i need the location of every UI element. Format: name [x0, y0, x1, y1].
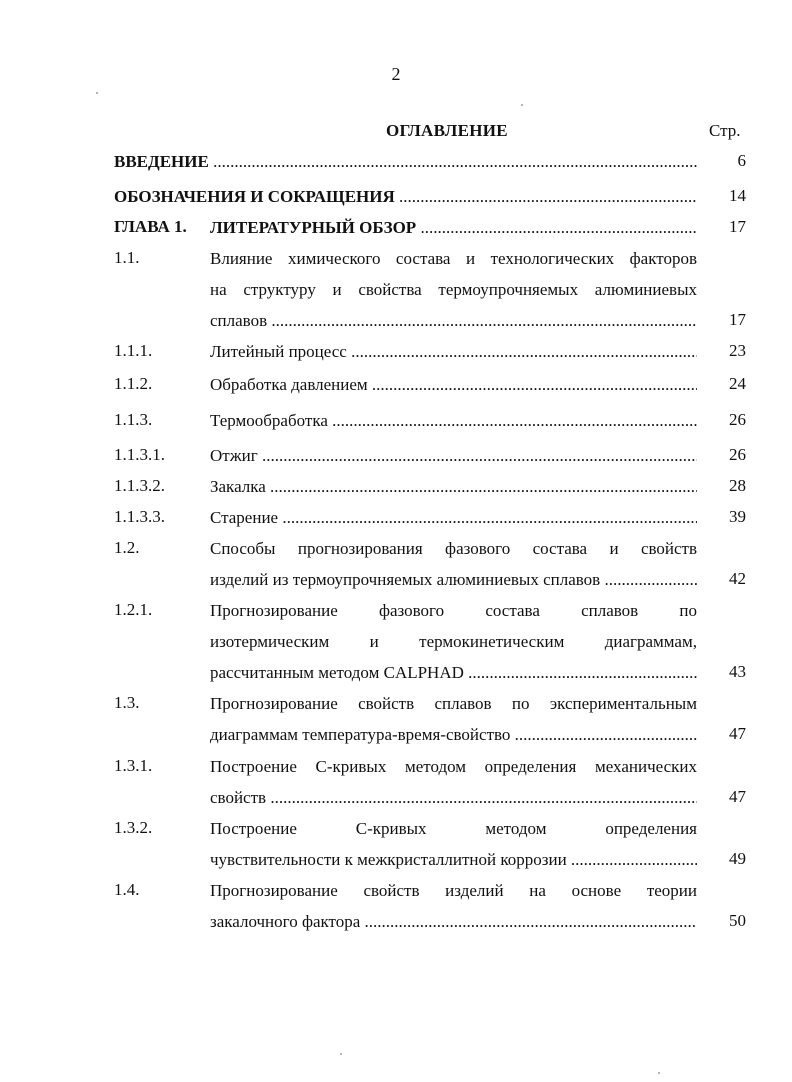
toc-entry-number: 1.1. [114, 248, 140, 267]
toc-entry-line: Прогнозирование свойств сплавов по экспериментальным [210, 694, 697, 713]
toc-entry-title: Термообработка ..... [210, 410, 697, 431]
toc-entry-number: 1.3.2. [114, 818, 153, 837]
toc-entry-line: сплавов ..... [210, 310, 697, 331]
toc-entry-title: Закалка ..... [210, 476, 697, 497]
toc-entry-line: Способы прогнозирования фазового состава и свойств [210, 539, 697, 558]
toc-entry-line: диаграммам температура-время-свойство ..... [210, 724, 697, 745]
toc-entry-number: 1.1.1. [114, 341, 153, 360]
toc-entry-number: 1.1.3.1. [114, 445, 165, 464]
toc-entry-line: Прогнозирование фазового состава сплавов по [210, 601, 697, 620]
toc-entry-title: ВВЕДЕНИЕ ..... [114, 151, 697, 172]
page-number: 2 [391, 64, 401, 84]
toc-entry-line: свойств ..... [210, 787, 697, 808]
toc-entry-title: ЛИТЕРАТУРНЫЙ ОБЗОР ..... [210, 217, 697, 238]
scan-speck [96, 92, 98, 94]
toc-entry-page: 23 [729, 341, 746, 360]
toc-entry-title: Старение ..... [210, 507, 697, 528]
scan-speck [340, 1053, 342, 1055]
toc-entry-page: 28 [729, 476, 746, 495]
toc-entry-line: изделий из термоупрочняемых алюминиевых сплавов ..... [210, 569, 697, 590]
toc-entry-page: 14 [729, 186, 746, 205]
toc-entry-page: 39 [729, 507, 746, 526]
page-title: ОГЛАВЛЕНИЕ [386, 121, 508, 140]
toc-entry-number: 1.1.3. [114, 410, 153, 429]
toc-entry-number: 1.1.3.2. [114, 476, 165, 495]
toc-entry-line: чувствительности к межкристаллитной коррозии ..... [210, 849, 697, 870]
toc-entry-number: 1.4. [114, 880, 140, 899]
toc-entry-number: ГЛАВА 1. [114, 217, 187, 236]
toc-entry-number: 1.1.3.3. [114, 507, 165, 526]
toc-entry-page: 17 [729, 217, 746, 236]
toc-entry-page: 17 [729, 310, 746, 329]
toc-entry-line: закалочного фактора ..... [210, 911, 697, 932]
toc-entry-number: 1.2.1. [114, 600, 153, 619]
toc-entry-number: 1.3. [114, 693, 140, 712]
toc-entry-page: 42 [729, 569, 746, 588]
toc-entry-page: 26 [729, 445, 746, 464]
toc-entry-title: Литейный процесс ..... [210, 341, 697, 362]
toc-entry-page: 49 [729, 849, 746, 868]
toc-entry-page: 26 [729, 410, 746, 429]
toc-entry-page: 43 [729, 662, 746, 681]
toc-entry-number: 1.3.1. [114, 756, 153, 775]
toc-entry-title: ОБОЗНАЧЕНИЯ И СОКРАЩЕНИЯ ..... [114, 186, 697, 207]
toc-entry-page: 47 [729, 724, 746, 743]
page-column-label: Стр. [709, 121, 741, 140]
toc-entry-page: 47 [729, 787, 746, 806]
toc-entry-title: Отжиг ..... [210, 445, 697, 466]
scan-speck [521, 104, 523, 106]
toc-entry-line: рассчитанным методом CALPHAD ..... [210, 662, 697, 683]
toc-entry-page: 6 [737, 151, 746, 170]
toc-entry-line: изотермическим и термокинетическим диаграммам, [210, 632, 697, 651]
scan-speck [658, 1072, 660, 1074]
toc-entry-page: 50 [729, 911, 746, 930]
toc-entry-line: Влияние химического состава и технологических факторов [210, 249, 697, 268]
toc-entry-page: 24 [729, 374, 746, 393]
toc-entry-number: 1.2. [114, 538, 140, 557]
toc-entry-line: на структуру и свойства термоупрочняемых алюминиевых [210, 280, 697, 299]
toc-entry-line: Прогнозирование свойств изделий на основе теории [210, 881, 697, 900]
toc-entry-title: Обработка давлением ..... [210, 374, 697, 395]
toc-entry-number: 1.1.2. [114, 374, 153, 393]
toc-entry-line: Построение С-кривых методом определения [210, 819, 697, 838]
toc-entry-line: Построение С-кривых методом определения механических [210, 757, 697, 776]
